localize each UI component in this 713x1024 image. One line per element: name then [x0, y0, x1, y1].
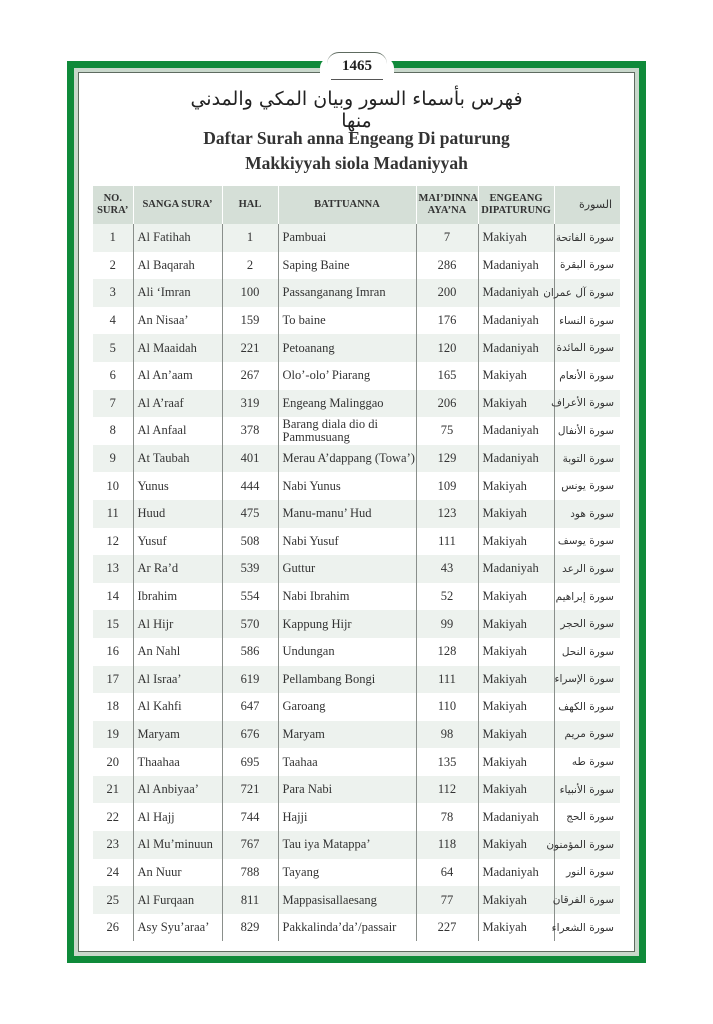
cell-arabic: سورة الأنعام: [554, 362, 620, 390]
cell-type: Makiyah: [478, 693, 554, 721]
cell-ayat: 129: [416, 445, 478, 473]
cell-arabic: سورة الإسراء: [554, 666, 620, 694]
header-hal: HAL: [222, 186, 278, 224]
cell-arabic: سورة الشعراء: [554, 914, 620, 942]
cell-hal: 721: [222, 776, 278, 804]
cell-no: 26: [106, 920, 119, 935]
cell-arabic: سورة التوبة: [554, 445, 620, 473]
header-name: SANGA SURA’: [133, 186, 222, 224]
cell-hal: 744: [222, 803, 278, 831]
table-row: [93, 638, 620, 666]
table-row: [93, 500, 620, 528]
cell-hal: 221: [222, 334, 278, 362]
cell-arabic: سورة يوسف: [554, 528, 620, 556]
cell-type: Madaniyah: [478, 859, 554, 887]
cell-name: Al Mu’minuun: [133, 831, 222, 859]
cell-name: Al Furqaan: [133, 886, 222, 914]
cell-hal: 319: [222, 390, 278, 418]
cell-ayat: 111: [416, 666, 478, 694]
cell-arabic: سورة الأنبياء: [554, 776, 620, 804]
cell-name: Asy Syu’araa’: [133, 914, 222, 942]
cell-hal: 508: [222, 528, 278, 556]
table-row: [93, 528, 620, 556]
cell-battuanna: Para Nabi: [278, 776, 416, 804]
header-arabic: السورة: [554, 186, 620, 224]
table-row: [93, 776, 620, 804]
cell-no: 16: [106, 644, 119, 659]
cell-battuanna: Pambuai: [278, 224, 416, 252]
cell-type: Makiyah: [478, 500, 554, 528]
cell-ayat: 135: [416, 748, 478, 776]
cell-type: Makiyah: [478, 914, 554, 942]
cell-type: Makiyah: [478, 224, 554, 252]
cell-hal: 1: [222, 224, 278, 252]
cell-arabic: سورة الفرقان: [554, 886, 620, 914]
cell-no: 20: [106, 754, 119, 769]
cell-battuanna: Nabi Yunus: [278, 472, 416, 500]
cell-hal: 570: [222, 610, 278, 638]
cell-type: Makiyah: [478, 638, 554, 666]
cell-hal: 267: [222, 362, 278, 390]
cell-ayat: 43: [416, 555, 478, 583]
cell-name: Al Baqarah: [133, 252, 222, 280]
cell-type: Madaniyah: [478, 334, 554, 362]
cell-type: Makiyah: [478, 666, 554, 694]
table-row: [93, 417, 620, 445]
cell-arabic: سورة مريم: [554, 721, 620, 749]
cell-ayat: 200: [416, 279, 478, 307]
cell-no: 24: [106, 864, 119, 879]
cell-hal: 475: [222, 500, 278, 528]
cell-no: 2: [109, 257, 116, 272]
cell-hal: 647: [222, 693, 278, 721]
table-row: [93, 334, 620, 362]
cell-hal: 619: [222, 666, 278, 694]
cell-name: Al Israa’: [133, 666, 222, 694]
cell-hal: 401: [222, 445, 278, 473]
cell-arabic: سورة يونس: [554, 472, 620, 500]
cell-name: Al An’aam: [133, 362, 222, 390]
header-no: NO. SURA’: [93, 186, 133, 224]
cell-no: 11: [93, 500, 133, 528]
cell-arabic: سورة المائدة: [554, 334, 620, 362]
cell-hal: 676: [222, 721, 278, 749]
table-row: [93, 886, 620, 914]
cell-type: Makiyah: [478, 721, 554, 749]
table-row: [93, 914, 620, 942]
cell-no: 13: [93, 555, 133, 583]
table-row: [93, 610, 620, 638]
cell-type: Makiyah: [478, 362, 554, 390]
cell-arabic: سورة البقرة: [554, 252, 620, 280]
cell-ayat: 98: [416, 721, 478, 749]
cell-name: Al Hijr: [133, 610, 222, 638]
table-row: [93, 859, 620, 887]
cell-arabic: سورة الأعراف: [554, 390, 620, 418]
cell-type: Makiyah: [478, 886, 554, 914]
cell-name: Al Maaidah: [133, 334, 222, 362]
table-header-row: [93, 186, 620, 224]
cell-hal: 554: [222, 583, 278, 611]
cell-type: Madaniyah: [478, 445, 554, 473]
cell-type: Makiyah: [478, 748, 554, 776]
cell-arabic: سورة النور: [554, 859, 620, 887]
cell-name: Ali ‘Imran: [133, 279, 222, 307]
cell-battuanna: Guttur: [278, 555, 416, 583]
cell-type: Makiyah: [478, 610, 554, 638]
cell-ayat: 75: [416, 417, 478, 445]
cell-ayat: 112: [416, 776, 478, 804]
cell-type: Makiyah: [478, 472, 554, 500]
cell-battuanna: Hajji: [278, 803, 416, 831]
cell-ayat: 111: [416, 528, 478, 556]
cell-ayat: 206: [416, 390, 478, 418]
cell-name: Al Fatihah: [133, 224, 222, 252]
cell-ayat: 286: [416, 252, 478, 280]
cell-name: Al Anfaal: [133, 417, 222, 445]
cell-arabic: سورة إبراهيم: [554, 583, 620, 611]
cell-ayat: 109: [416, 472, 478, 500]
cell-type: Makiyah: [478, 831, 554, 859]
cell-battuanna: Mappasisallaesang: [278, 886, 416, 914]
table-row: [93, 472, 620, 500]
cell-battuanna: Passanganang Imran: [278, 279, 416, 307]
table-row: [93, 224, 620, 252]
cell-arabic: سورة الحجر: [554, 610, 620, 638]
cell-arabic: سورة النحل: [554, 638, 620, 666]
cell-name: Yusuf: [133, 528, 222, 556]
cell-arabic: سورة الحج: [554, 803, 620, 831]
cell-no: 17: [93, 666, 133, 694]
cell-hal: 811: [222, 886, 278, 914]
cell-no: 8: [109, 423, 116, 438]
cell-battuanna: Garoang: [278, 693, 416, 721]
cell-no: 14: [106, 589, 119, 604]
cell-type: Makiyah: [478, 528, 554, 556]
cell-hal: 2: [222, 252, 278, 280]
header-engeang: ENGEANG DIPATURUNG: [478, 186, 554, 224]
cell-name: An Nisaa’: [133, 307, 222, 335]
table-row: [93, 279, 620, 307]
page-number: 1465: [327, 52, 387, 79]
table-row: [93, 831, 620, 859]
cell-ayat: 120: [416, 334, 478, 362]
cell-no: 5: [93, 334, 133, 362]
cell-type: Makiyah: [478, 776, 554, 804]
cell-battuanna: Maryam: [278, 721, 416, 749]
cell-ayat: 123: [416, 500, 478, 528]
header-battuanna: BATTUANNA: [278, 186, 416, 224]
cell-battuanna: Kappung Hijr: [278, 610, 416, 638]
cell-no: 15: [93, 610, 133, 638]
cell-type: Makiyah: [478, 583, 554, 611]
cell-ayat: 64: [416, 859, 478, 887]
cell-battuanna: Tau iya Matappa’: [278, 831, 416, 859]
cell-hal: 767: [222, 831, 278, 859]
table-row: [93, 693, 620, 721]
cell-type: Madaniyah: [478, 555, 554, 583]
cell-battuanna: Nabi Yusuf: [278, 528, 416, 556]
cell-battuanna: Olo’-olo’ Piarang: [278, 362, 416, 390]
cell-name: Huud: [133, 500, 222, 528]
cell-no: 6: [109, 368, 116, 383]
cell-name: Al A’raaf: [133, 390, 222, 418]
cell-no: 9: [93, 445, 133, 473]
cell-arabic: سورة النساء: [554, 307, 620, 335]
cell-arabic: سورة الفاتحة: [554, 224, 620, 252]
cell-no: 23: [93, 831, 133, 859]
cell-name: Ibrahim: [133, 583, 222, 611]
cell-no: 18: [106, 699, 119, 714]
cell-no: 21: [93, 776, 133, 804]
cell-ayat: 77: [416, 886, 478, 914]
cell-name: Thaahaa: [133, 748, 222, 776]
cell-battuanna: Taahaa: [278, 748, 416, 776]
cell-battuanna: To baine: [278, 307, 416, 335]
cell-arabic: سورة الرعد: [554, 555, 620, 583]
table-row: [93, 583, 620, 611]
cell-arabic: سورة المؤمنون: [554, 831, 620, 859]
cell-battuanna: Engeang Malinggao: [278, 390, 416, 418]
cell-battuanna: Pakkalinda’da’/passair: [278, 914, 416, 942]
cell-battuanna: Barang diala dio di Pammusuang: [278, 417, 416, 445]
table-row: [93, 390, 620, 418]
table-row: [93, 307, 620, 335]
cell-name: An Nahl: [133, 638, 222, 666]
cell-type: Makiyah: [478, 390, 554, 418]
cell-battuanna: Saping Baine: [278, 252, 416, 280]
cell-ayat: 78: [416, 803, 478, 831]
cell-no: 4: [109, 313, 116, 328]
cell-ayat: 52: [416, 583, 478, 611]
cell-hal: 695: [222, 748, 278, 776]
cell-name: An Nuur: [133, 859, 222, 887]
table-row: [93, 555, 620, 583]
cell-name: Maryam: [133, 721, 222, 749]
cell-arabic: سورة هود: [554, 500, 620, 528]
cell-battuanna: Petoanang: [278, 334, 416, 362]
cell-battuanna: Undungan: [278, 638, 416, 666]
cell-type: Madaniyah: [478, 279, 554, 307]
cell-ayat: 128: [416, 638, 478, 666]
cell-name: Al Anbiyaa’: [133, 776, 222, 804]
cell-no: 12: [106, 533, 119, 548]
cell-arabic: سورة الأنفال: [554, 417, 620, 445]
cell-ayat: 165: [416, 362, 478, 390]
cell-ayat: 99: [416, 610, 478, 638]
cell-battuanna: Merau A’dappang (Towa’): [278, 445, 416, 473]
cell-type: Madaniyah: [478, 417, 554, 445]
cell-arabic: سورة طه: [554, 748, 620, 776]
table-row: [93, 362, 620, 390]
arabic-heading: فهرس بأسماء السور وبيان المكي والمدني منها: [190, 88, 523, 132]
cell-no: 19: [93, 721, 133, 749]
cell-ayat: 118: [416, 831, 478, 859]
cell-name: Yunus: [133, 472, 222, 500]
cell-name: Al Kahfi: [133, 693, 222, 721]
cell-hal: 829: [222, 914, 278, 942]
cell-no: 22: [106, 809, 119, 824]
cell-no: 7: [93, 390, 133, 418]
cell-battuanna: Nabi Ibrahim: [278, 583, 416, 611]
cell-name: At Taubah: [133, 445, 222, 473]
cell-name: Al Hajj: [133, 803, 222, 831]
table-row: [93, 445, 620, 473]
cell-type: Madaniyah: [478, 803, 554, 831]
cell-hal: 444: [222, 472, 278, 500]
cell-hal: 378: [222, 417, 278, 445]
header-ayat: MAI’DINNA AYA’NA: [416, 186, 478, 224]
table-row: [93, 803, 620, 831]
table-row: [93, 252, 620, 280]
cell-battuanna: Manu-manu’ Hud: [278, 500, 416, 528]
cell-arabic: سورة آل عمران: [554, 279, 620, 307]
cell-name: Ar Ra’d: [133, 555, 222, 583]
page-title-line2: Makkiyyah siola Madaniyyah: [245, 153, 468, 173]
cell-ayat: 110: [416, 693, 478, 721]
table-row: [93, 748, 620, 776]
cell-no: 1: [93, 224, 133, 252]
cell-no: 25: [93, 886, 133, 914]
cell-arabic: سورة الكهف: [554, 693, 620, 721]
cell-hal: 586: [222, 638, 278, 666]
cell-no: 3: [93, 279, 133, 307]
cell-hal: 788: [222, 859, 278, 887]
cell-battuanna: Tayang: [278, 859, 416, 887]
cell-no: 10: [106, 478, 119, 493]
cell-ayat: 7: [416, 224, 478, 252]
table-row: [93, 721, 620, 749]
surah-table: [93, 186, 620, 941]
cell-hal: 539: [222, 555, 278, 583]
cell-type: Madaniyah: [478, 252, 554, 280]
cell-type: Madaniyah: [478, 307, 554, 335]
table-row: [93, 666, 620, 694]
cell-hal: 159: [222, 307, 278, 335]
cell-ayat: 227: [416, 914, 478, 942]
page-title-line1: Daftar Surah anna Engeang Di paturung: [203, 128, 510, 148]
cell-battuanna: Pellambang Bongi: [278, 666, 416, 694]
cell-ayat: 176: [416, 307, 478, 335]
cell-hal: 100: [222, 279, 278, 307]
